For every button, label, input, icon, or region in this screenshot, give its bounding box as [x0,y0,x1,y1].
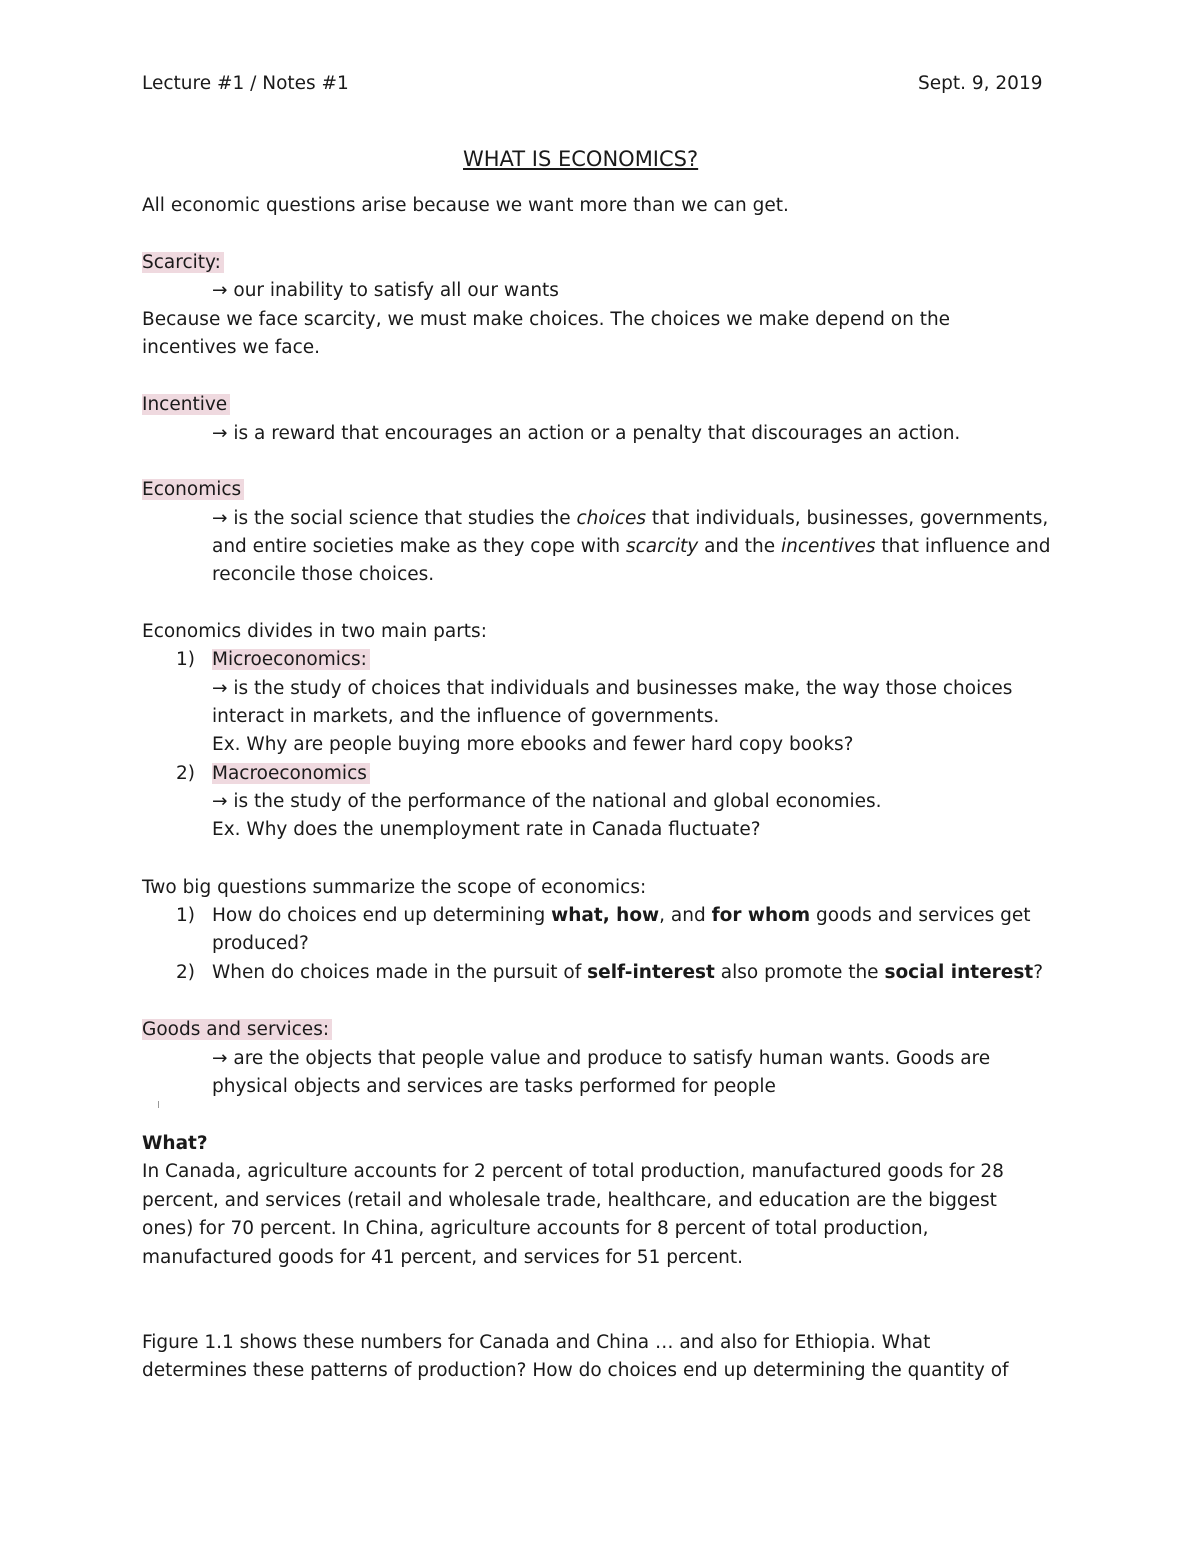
term-macroeconomics [212,760,370,788]
list-number: 1) [176,905,195,926]
header-left: Lecture #1 / Notes #1 [142,73,349,94]
term-scarcity [142,249,224,277]
text-run: also promote the [714,962,885,983]
what-paragraph-line: In Canada, agriculture accounts for 2 percent of total production, manufactured goods for 28 [142,1161,1004,1182]
list-number: 2) [176,763,195,784]
italic-scarcity: scarcity [625,536,699,557]
term-microeconomics [212,646,370,674]
what-paragraph-line: percent, and services (retail and wholesale trade, healthcare, and education are the biggest [142,1190,997,1211]
micro-line-2: interact in markets, and the influence of governments. [212,706,720,727]
scarcity-definition: → our inability to satisfy all our wants [212,280,559,301]
term-economics [142,476,244,504]
micro-line-1: → is the study of choices that individuals and businesses make, the way those choices [212,678,1013,699]
list-number: 1) [176,649,195,670]
term-scarcity-label: Scarcity: [142,252,224,273]
parts-intro: Economics divides in two main parts: [142,621,487,642]
intro-text: All economic questions arise because we want more than we can get. [142,195,789,216]
question-2 [212,959,1043,987]
economics-definition-line-1 [212,505,1048,533]
text-run: that individuals, businesses, governments, [646,508,1049,529]
text-run: → is the social science that studies the [212,508,577,529]
text-run: that influence and [875,536,1051,557]
question-1-line-2: produced? [212,933,309,954]
macro-example: Ex. Why does the unemployment rate in Canada fluctuate? [212,819,761,840]
text-run: How do choices end up determining [212,905,552,926]
text-run: When do choices made in the pursuit of [212,962,588,983]
text-run: and entire societies make as they cope with [212,536,626,557]
bold-what-how: what, how [551,905,660,926]
figure-paragraph-line: determines these patterns of production? How do choices end up determining the quantity of [142,1360,1009,1381]
goods-line-2: physical objects and services are tasks performed for people [212,1076,776,1097]
list-number: 2) [176,962,195,983]
what-paragraph-line: ones) for 70 percent. In China, agriculture accounts for 8 percent of total production, [142,1218,929,1239]
macro-line-1: → is the study of the performance of the national and global economies. [212,791,882,812]
header-date: Sept. 9, 2019 [918,73,1043,94]
text-run: and the [698,536,782,557]
economics-definition-line-3: reconcile those choices. [212,564,435,585]
bold-social-interest: social interest [884,962,1034,983]
term-incentive-label: Incentive [142,394,230,415]
bold-self-interest: self-interest [587,962,715,983]
term-goods-services [142,1016,332,1044]
figure-paragraph-line: Figure 1.1 shows these numbers for Canada and China … and also for Ethiopia. What [142,1332,931,1353]
text-run: , and [659,905,712,926]
goods-line-1: → are the objects that people value and produce to satisfy human wants. Goods are [212,1048,991,1069]
text-run: goods and services get [810,905,1031,926]
italic-incentives: incentives [781,536,876,557]
scarcity-followup-1: Because we face scarcity, we must make choices. The choices we make depend on the [142,309,951,330]
stray-mark [158,1101,159,1108]
term-macroeconomics-label: Macroeconomics [212,763,370,784]
term-economics-label: Economics [142,479,244,500]
what-paragraph-line: manufactured goods for 41 percent, and services for 51 percent. [142,1247,743,1268]
question-1-line-1 [212,902,1031,930]
text-run: ? [1033,962,1044,983]
section-heading-what: What? [142,1133,208,1154]
scarcity-followup-2: incentives we face. [142,337,321,358]
incentive-definition: → is a reward that encourages an action or a penalty that discourages an action. [212,423,961,444]
italic-choices: choices [576,508,647,529]
page-title: WHAT IS ECONOMICS? [463,147,699,171]
bold-for-whom: for whom [711,905,811,926]
term-microeconomics-label: Microeconomics: [212,649,370,670]
micro-example: Ex. Why are people buying more ebooks and fewer hard copy books? [212,734,854,755]
economics-definition-line-2 [212,533,1050,561]
questions-intro: Two big questions summarize the scope of economics: [142,877,647,898]
term-incentive [142,391,230,419]
term-goods-services-label: Goods and services: [142,1019,332,1040]
